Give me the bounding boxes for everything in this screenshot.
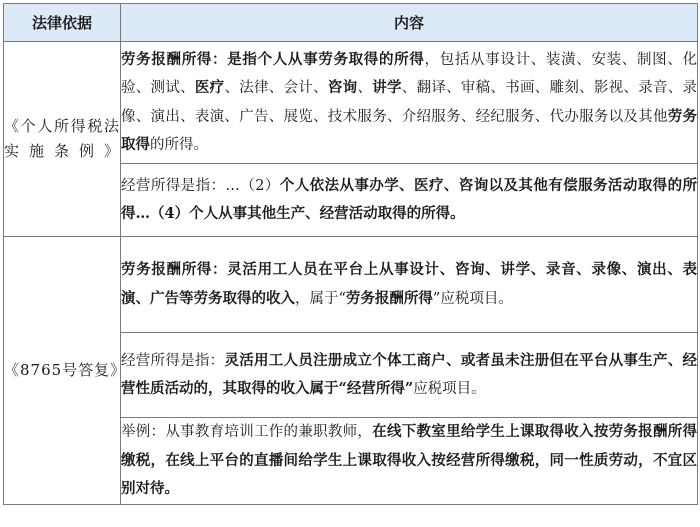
text-run: 经营所得是指：…（2）: [121, 177, 280, 194]
bold-text-run: 个人依法从事办学、医疗、咨询以及其他有偿服务活动取得的所得…（4）个人从事其他生产、经营活动取得的所得。: [121, 176, 697, 222]
content-paragraph: [121, 172, 697, 229]
table-row: [4, 42, 698, 164]
content-paragraph: [121, 256, 697, 313]
bold-text-run: 灵活用工人员注册成立个体工商户、或者虽未注册但在平台从事生产、经营性质活动的，其取得的收入属于“经营所得”: [121, 351, 698, 397]
text-run: ，属于“: [295, 290, 346, 307]
header-basis: 法律依据: [4, 4, 121, 42]
basis-cell-regulation: 《个人所得税法实施条例》: [4, 42, 121, 237]
bold-text-run: 医疗: [194, 79, 225, 96]
table-row: [4, 237, 698, 333]
bold-text-run: 劳务报酬所得: [345, 289, 433, 307]
content-paragraph: [121, 347, 697, 404]
content-cell: [121, 418, 698, 505]
text-run: 、法律、会计、: [224, 80, 328, 96]
basis-cell-reply: 《8765号答复》: [4, 237, 121, 505]
text-run: 举例：从事教育培训工作的兼职教师，: [121, 424, 373, 441]
header-content: 内容: [121, 4, 698, 42]
bold-text-run: 劳务报酬所得：: [121, 261, 228, 278]
text-run: 经营所得是指：: [121, 352, 225, 369]
content-paragraph: [121, 46, 697, 160]
text-run: 的所得。: [150, 137, 208, 153]
text-run: 、翻译、审稿、书画、雕刻、影视、录音、录像、演出、表演、广告、展览、技术服务、介绍服务、经纪服务、代办服务以及其他: [121, 80, 698, 125]
content-paragraph: [121, 418, 697, 504]
bold-text-run: 在线下教室里给学生上课取得收入按劳务报酬所得缴税，在线上平台的直播间给学生上课取得收入按经营所得缴税，同一性质劳动，不宜区别对待。: [121, 423, 698, 498]
bold-text-run: 咨询: [327, 79, 358, 96]
law-comparison-table: [3, 3, 698, 505]
table-header-row: [4, 4, 698, 42]
bold-text-run: 劳务取得: [121, 107, 698, 153]
content-cell: [121, 42, 698, 164]
content-cell: [121, 164, 698, 237]
text-run: 、: [357, 80, 373, 96]
content-cell: [121, 333, 698, 418]
text-run: ，包括从事设计、装潢、安装、制图、化验、测试、: [121, 51, 698, 96]
bold-text-run: 灵活用工人员在平台上从事设计、咨询、讲学、录音、录像、演出、表演、广告等劳务取得的收入: [121, 261, 698, 307]
content-cell: [121, 237, 698, 333]
bold-text-run: 劳务报酬所得：是指个人从事劳务取得的所得: [121, 50, 425, 68]
text-run: ”应税项目。: [432, 290, 513, 307]
bold-text-run: 讲学: [372, 79, 402, 96]
text-run: 应税项目。: [413, 381, 486, 397]
